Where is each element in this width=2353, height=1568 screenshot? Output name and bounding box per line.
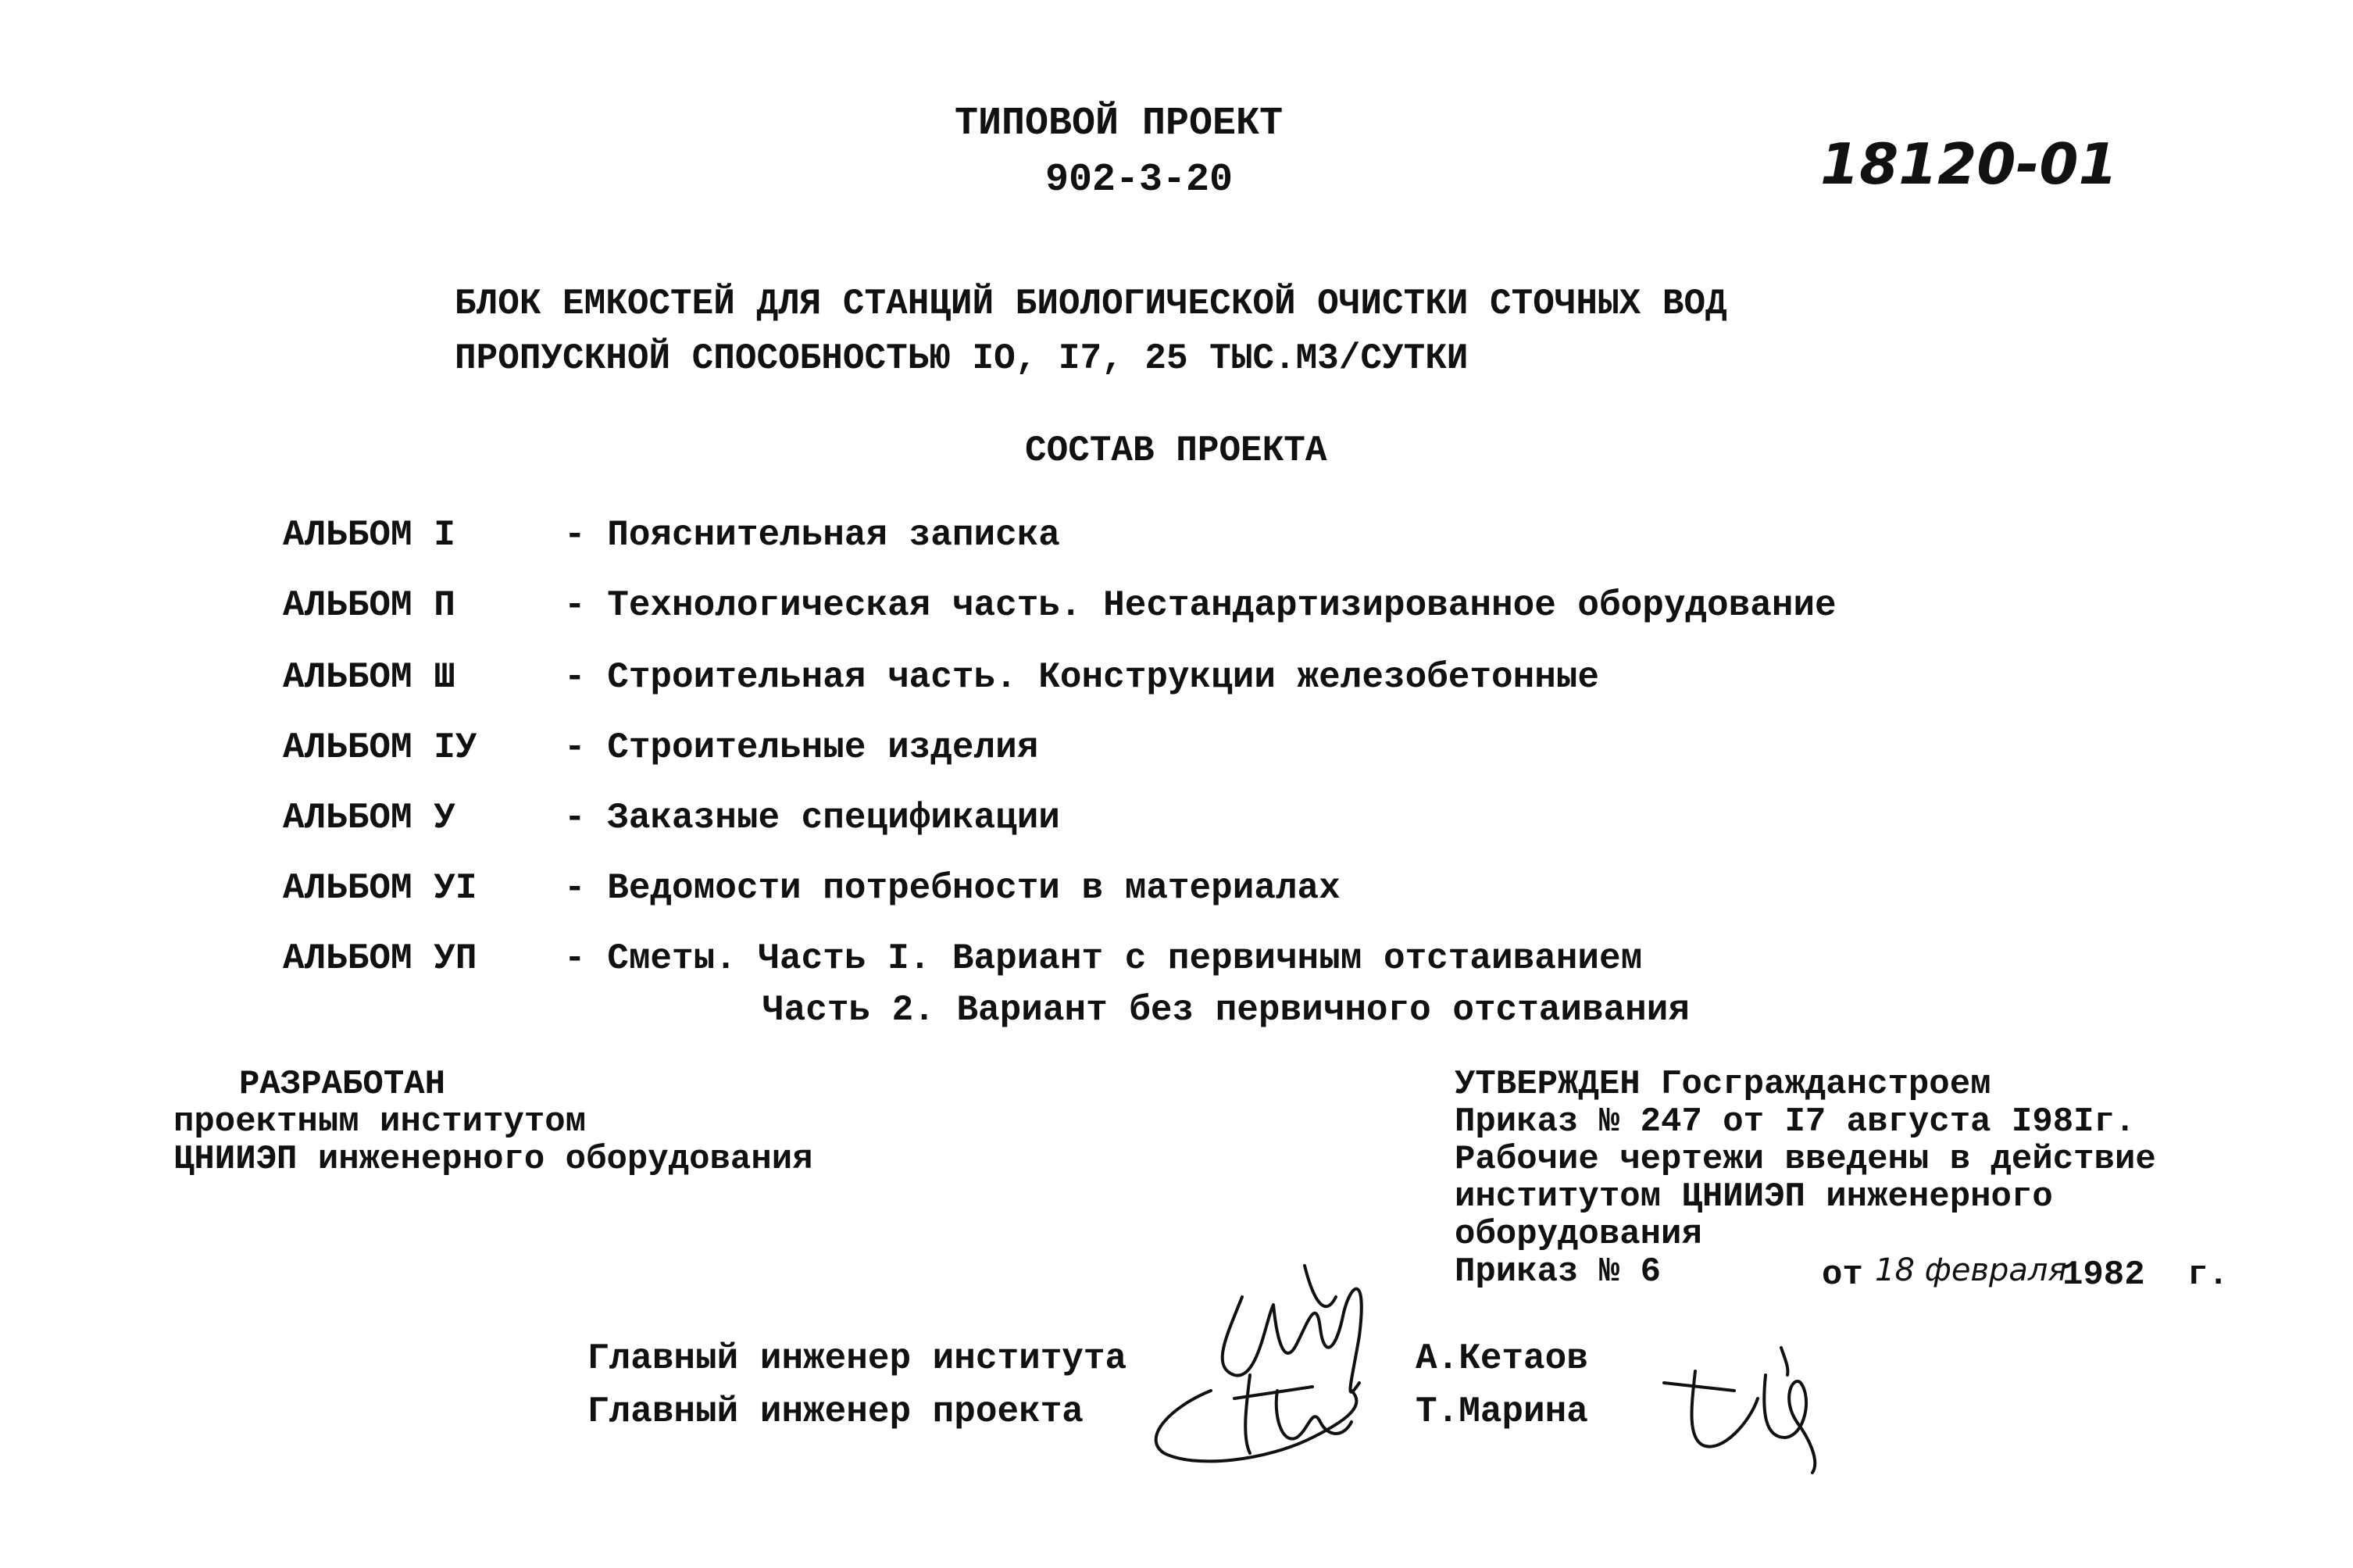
order-year: 1982 [2062, 1255, 2145, 1295]
approval-line-4: институтом ЦНИИЭП инженерного [1455, 1177, 2053, 1216]
album-name: АЛЬБОМ П [283, 585, 455, 626]
album-name: АЛЬБОМ УI [283, 868, 477, 909]
chief-project-title: Главный инженер проекта [587, 1391, 1084, 1432]
signature-chief-project [1109, 1344, 1437, 1500]
project-type: ТИПОВОЙ ПРОЕКТ [955, 102, 1284, 146]
title-line-2: ПРОПУСКНОЙ СПОСОБНОСТЬЮ IO, I7, 25 ТЫС.М3/СУТКИ [455, 338, 1469, 379]
order-date-prefix: от [1822, 1255, 1863, 1295]
album-description: - Сметы. Часть I. Вариант с первичным отстаиванием [564, 938, 1643, 979]
approval-line-3: Рабочие чертежи введены в действие [1455, 1140, 2156, 1179]
approval-line-2: Приказ № 247 от I7 августа I98Iг. [1455, 1102, 2136, 1141]
developer-institute: проектным институтом [173, 1102, 587, 1141]
approval-line-5: оборудования [1455, 1215, 1702, 1254]
document-number: 18120-01 [1820, 131, 2118, 197]
approval-line-1: УТВЕРЖДЕН Госгражданстроем [1455, 1065, 1991, 1104]
developer-institute-name: ЦНИИЭП инженерного оборудования [173, 1140, 813, 1179]
chief-institute-name: А.Кетаов [1416, 1338, 1588, 1379]
contents-heading: СОСТАВ ПРОЕКТА [1025, 430, 1327, 471]
order-label: Приказ № 6 [1455, 1252, 1662, 1291]
album-description: - Технологическая часть. Нестандартизированное оборудование [564, 585, 1837, 626]
developer-label: РАЗРАБОТАН [239, 1065, 446, 1104]
album-description: - Заказные спецификации [564, 798, 1060, 838]
album-description: - Ведомости потребности в материалах [564, 868, 1341, 909]
title-line-1: БЛОК ЕМКОСТЕЙ ДЛЯ СТАНЦИЙ БИОЛОГИЧЕСКОЙ ОЧИСТКИ СТОЧНЫХ ВОД [455, 284, 1727, 324]
album-description: - Пояснительная записка [564, 515, 1060, 555]
chief-project-name: Т.Марина [1416, 1391, 1588, 1432]
album-description-continuation: Часть 2. Вариант без первичного отстаивания [762, 990, 1690, 1030]
project-number: 902-3-20 [1045, 158, 1234, 202]
order-year-suffix: г. [2187, 1255, 2229, 1295]
order-date-handwritten: 18 февраля [1875, 1252, 2067, 1288]
chief-institute-title: Главный инженер института [587, 1338, 1127, 1379]
album-name: АЛЬБОМ I [283, 515, 455, 555]
album-name: АЛЬБОМ IУ [283, 727, 477, 768]
album-description: - Строительная часть. Конструкции железобетонные [564, 657, 1600, 698]
album-name: АЛЬБОМ УП [283, 938, 477, 979]
album-description: - Строительные изделия [564, 727, 1039, 768]
album-name: АЛЬБОМ Ш [283, 657, 455, 698]
album-name: АЛЬБОМ У [283, 798, 455, 838]
signature-chief-project-2 [1648, 1336, 1898, 1484]
